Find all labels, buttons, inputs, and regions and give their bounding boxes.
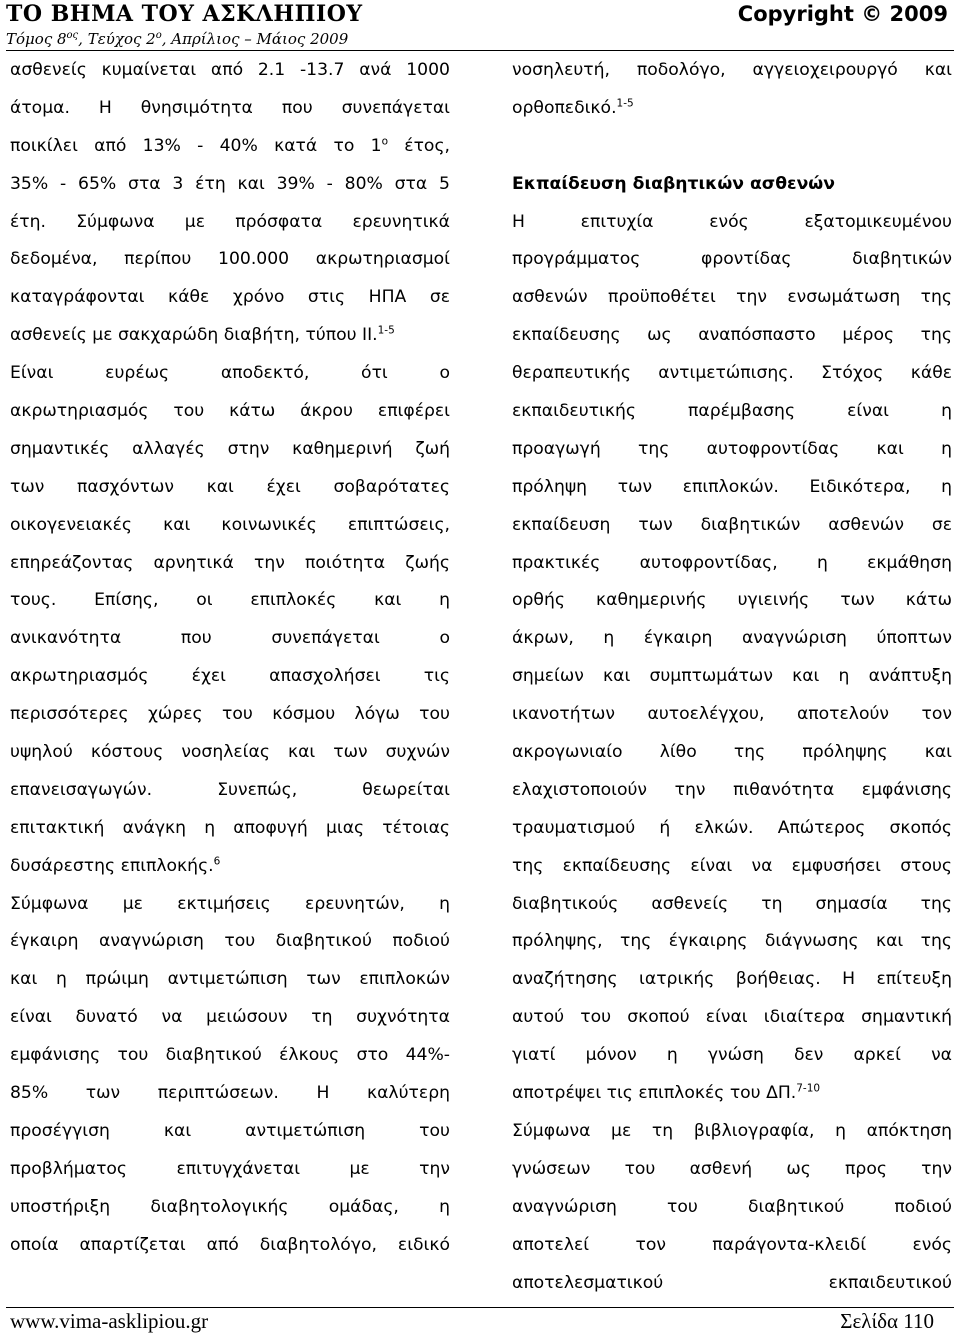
line-text: 85% των περιπτώσεων. Η καλύτερη	[10, 1083, 450, 1104]
line-text: προσέγγιση και αντιμετώπιση του	[10, 1120, 450, 1141]
text-line	[512, 734, 952, 772]
text-line	[10, 696, 450, 734]
line-text: σημαντικές αλλαγές στην καθημερινή ζωή	[10, 438, 450, 459]
copyright-icon: ©	[861, 2, 883, 26]
page-number: Σελίδα 110	[840, 1309, 934, 1333]
line-text: επηρεάζοντας αρνητικά την ποιότητα ζωής	[10, 552, 450, 573]
text-line	[10, 1151, 450, 1189]
line-text: αποτρέψει τις επιπλοκές του ΔΠ.	[512, 1083, 797, 1104]
reference-superscript: 7-10	[796, 1082, 821, 1095]
line-text: δεδομένα, περίπου 100.000 ακρωτηριασμοί	[10, 249, 450, 270]
line-text-continued: έτος,	[388, 135, 450, 156]
text-line	[10, 393, 450, 431]
line-text: άτομα. Η θνησιμότητα που συνεπάγεται	[10, 97, 450, 118]
text-line	[10, 431, 450, 469]
text-line	[10, 1075, 450, 1113]
text-line	[512, 1189, 952, 1227]
text-line	[512, 923, 952, 961]
line-text: αναγνώριση του διαβητικού ποδιού	[512, 1196, 952, 1217]
line-text: ακρογωνιαίο λίθο της πρόληψης και	[512, 742, 952, 763]
line-text: νοσηλευτή, ποδολόγο, αγγειοχειρουργό και	[512, 60, 952, 80]
line-text: πρόληψης, της έγκαιρης διάγνωσης και της	[512, 931, 952, 952]
line-text: έγκαιρη αναγνώριση του διαβητικού ποδιού	[10, 931, 450, 952]
issue-number-suffix: ο	[155, 30, 162, 41]
text-line	[512, 696, 952, 734]
line-text: ασθενών προϋποθέτει την ενσωμάτωση της	[512, 287, 952, 308]
text-line	[512, 545, 952, 583]
text-line	[10, 204, 450, 242]
line-text: αναζήτησης ιατρικής βοήθειας. Η επίτευξη	[512, 969, 952, 990]
line-text: 35% - 65% στα 3 έτη και 39% - 80% στα 5	[10, 173, 450, 194]
issue-number: , Τεύχος 2	[78, 30, 156, 48]
header-divider	[6, 50, 954, 51]
text-line	[512, 1265, 952, 1303]
line-text: αποτελεί τον παράγοντα-κλειδί ενός	[512, 1234, 952, 1255]
line-text: δυσάρεστης επιπλοκής.	[10, 855, 214, 876]
text-line	[10, 961, 450, 999]
text-line	[10, 90, 450, 128]
text-line	[512, 393, 952, 431]
text-line	[512, 1037, 952, 1075]
line-text: καταγράφονται κάθε χρόνο στις ΗΠΑ σε	[10, 287, 450, 308]
line-text: Σύμφωνα με τη βιβλιογραφία, η απόκτηση	[512, 1120, 952, 1141]
line-text: Η επιτυχία ενός εξατομικευμένου	[512, 211, 952, 232]
line-text: υποστήριξη διαβητολογικής ομάδας, η	[10, 1196, 450, 1217]
issue-period: , Απρίλιος – Μάιος 2009	[161, 30, 349, 48]
copyright-label: Copyright	[737, 2, 854, 26]
text-line	[512, 507, 952, 545]
section-heading	[512, 166, 952, 204]
line-text: Σύμφωνα με εκτιμήσεις ερευνητών, η	[10, 893, 450, 914]
line-text: εμφάνισης του διαβητικού έλκους στο 44%-	[10, 1045, 450, 1066]
right-text-column	[512, 52, 952, 1302]
text-line	[512, 810, 952, 848]
text-line	[512, 1151, 952, 1189]
line-text: εκπαίδευσης ως αναπόσπαστο μέρος της	[512, 325, 952, 346]
line-text: ασθενείς κυμαίνεται από 2.1 -13.7 ανά 1000	[10, 60, 450, 80]
text-line	[10, 166, 450, 204]
page-header	[6, 0, 954, 52]
line-text: ορθής καθημερινής υγιεινής των κάτω	[512, 590, 952, 611]
text-line	[512, 1075, 952, 1113]
text-line	[10, 1037, 450, 1075]
blank-line	[512, 128, 952, 166]
left-text-column	[10, 52, 450, 1265]
text-line	[512, 658, 952, 696]
line-text: ακρωτηριασμός έχει απασχολήσει τις	[10, 666, 450, 687]
text-line	[512, 241, 952, 279]
line-text: ακρωτηριασμός του κάτω άκρου επιφέρει	[10, 401, 450, 422]
text-line	[512, 620, 952, 658]
line-text: προαγωγή της αυτοφροντίδας και η	[512, 438, 952, 459]
text-line	[10, 999, 450, 1037]
text-line	[512, 1227, 952, 1265]
text-line	[512, 772, 952, 810]
text-line	[512, 848, 952, 886]
text-line	[10, 279, 450, 317]
copyright-notice	[738, 0, 948, 28]
text-line	[10, 1113, 450, 1151]
line-text: εκπαίδευση των διαβητικών ασθενών σε	[512, 514, 952, 535]
line-text: ποικίλει από 13% - 40% κατά το 1	[10, 135, 382, 156]
text-line	[10, 923, 450, 961]
line-text: των πασχόντων και έχει σοβαρότατες	[10, 476, 450, 497]
text-line	[10, 1227, 450, 1265]
line-text: άκρων, η έγκαιρη αναγνώριση ύποπτων	[512, 628, 952, 649]
line-text: αυτού του σκοπού είναι ιδιαίτερα σημαντική	[512, 1007, 952, 1028]
issue-volume-suffix: ος	[66, 30, 79, 41]
text-line	[10, 582, 450, 620]
copyright-year: 2009	[889, 2, 948, 26]
text-line	[10, 355, 450, 393]
text-line	[512, 317, 952, 355]
line-text: τραυματισμού ή ελκών. Απώτερος σκοπός	[512, 817, 952, 838]
reference-superscript: ο	[381, 135, 389, 148]
text-line	[512, 431, 952, 469]
line-text: προβλήματος επιτυγχάνεται με την	[10, 1158, 450, 1179]
text-line	[512, 886, 952, 924]
text-line	[10, 886, 450, 924]
text-line	[512, 999, 952, 1037]
line-text: ελαχιστοποιούν την πιθανότητα εμφάνισης	[512, 779, 952, 800]
text-line	[10, 241, 450, 279]
line-text: της εκπαίδευσης είναι να εμφυσήσει στους	[512, 855, 952, 876]
reference-superscript: 6	[213, 854, 221, 867]
line-text: θεραπευτικής αντιμετώπισης. Στόχος κάθε	[512, 363, 952, 384]
issue-volume: Τόμος 8	[6, 30, 67, 48]
text-line	[10, 1189, 450, 1227]
line-text: επιτακτική ανάγκη η αποφυγή μιας τέτοιας	[10, 817, 450, 838]
line-text: σημείων και συμπτωμάτων και η ανάπτυξη	[512, 666, 952, 687]
text-line	[512, 1113, 952, 1151]
reference-superscript: 1-5	[616, 97, 634, 110]
line-text: Εκπαίδευση διαβητικών ασθενών	[512, 173, 835, 194]
text-line	[10, 128, 450, 166]
text-line	[512, 90, 952, 128]
text-line	[512, 582, 952, 620]
line-text: γνώσεων του ασθενή ως προς την	[512, 1158, 952, 1179]
line-text: εκπαιδευτικής παρέμβασης είναι η	[512, 401, 952, 422]
line-text: ασθενείς με σακχαρώδη διαβήτη, τύπου ΙΙ.	[10, 325, 378, 346]
text-line	[512, 52, 952, 90]
text-line	[10, 810, 450, 848]
text-line	[10, 52, 450, 90]
reference-superscript: 1-5	[377, 324, 395, 337]
line-text: περισσότερες χώρες του κόσμου λόγω του	[10, 704, 450, 725]
line-text: προγράμματος φροντίδας διαβητικών	[512, 249, 952, 270]
text-line	[512, 469, 952, 507]
line-text: υψηλού κόστους νοσηλείας και των συχνών	[10, 742, 450, 763]
line-text: είναι δυνατό να μειώσουν τη συχνότητα	[10, 1007, 450, 1028]
line-text: γιατί μόνον η γνώση δεν αρκεί να	[512, 1045, 952, 1066]
line-text: αποτελεσματικού εκπαιδευτικού	[512, 1272, 952, 1293]
text-line	[10, 469, 450, 507]
line-text: ανικανότητα που συνεπάγεται ο	[10, 628, 450, 649]
text-line	[10, 772, 450, 810]
text-line	[10, 545, 450, 583]
line-text: ορθοπεδικό.	[512, 97, 617, 118]
text-line	[10, 734, 450, 772]
text-line	[10, 507, 450, 545]
line-text: πρόληψη των επιπλοκών. Ειδικότερα, η	[512, 476, 952, 497]
journal-issue-info	[6, 29, 348, 49]
line-text: οικογενειακές και κοινωνικές επιπτώσεις,	[10, 514, 450, 535]
text-line	[512, 355, 952, 393]
text-line	[512, 279, 952, 317]
text-line	[512, 204, 952, 242]
line-text: πρακτικές αυτοφροντίδας, η εκμάθηση	[512, 552, 952, 573]
text-line	[10, 848, 450, 886]
text-line	[10, 658, 450, 696]
line-text: διαβητικούς ασθενείς τη σημασία της	[512, 893, 952, 914]
line-text: έτη. Σύμφωνα με πρόσφατα ερευνητικά	[10, 211, 450, 232]
text-line	[512, 961, 952, 999]
text-line	[10, 620, 450, 658]
line-text: τους. Επίσης, οι επιπλοκές και η	[10, 590, 450, 611]
text-line	[10, 317, 450, 355]
line-text: οποία απαρτίζεται από διαβητολόγο, ειδικό	[10, 1234, 450, 1255]
website-link[interactable]: www.vima-asklipiou.gr	[10, 1309, 209, 1333]
line-text: Είναι ευρέως αποδεκτό, ότι ο	[10, 363, 450, 384]
journal-title: ΤΟ ΒΗΜΑ ΤΟΥ ΑΣΚΛΗΠΙΟΥ	[6, 1, 363, 27]
line-text: επανεισαγωγών. Συνεπώς, θεωρείται	[10, 779, 450, 800]
line-text: και η πρώιμη αντιμετώπιση των επιπλοκών	[10, 969, 450, 990]
line-text: ικανοτήτων αυτοελέγχου, αποτελούν τον	[512, 704, 952, 725]
